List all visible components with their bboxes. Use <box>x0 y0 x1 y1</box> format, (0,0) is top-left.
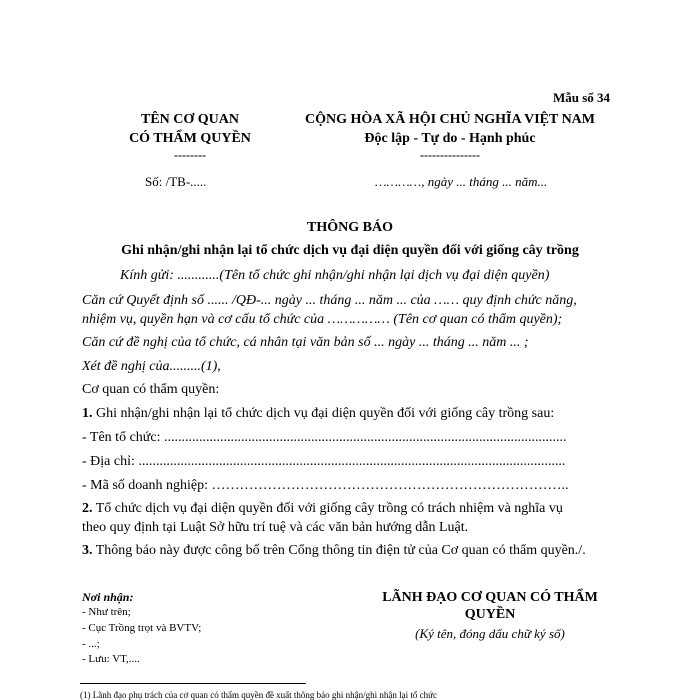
signature-title-line1: LÃNH ĐẠO CƠ QUAN CÓ THẨM <box>382 590 598 605</box>
authority-intro: Cơ quan có thẩm quyền: <box>82 382 220 397</box>
item-3 <box>82 543 586 559</box>
tax-code-line: - Mã số doanh nghiệp: ………………………………………………………………….. <box>82 478 569 493</box>
address-line: - Địa chỉ: .......................................................................................................................... <box>82 454 566 469</box>
footnote-separator <box>80 683 306 684</box>
item-1-text: Ghi nhận/ghi nhận lại tổ chức dịch vụ đại diện quyền đối với giống cây trồng sau: <box>92 406 555 421</box>
nation-title: CỘNG HÒA XÃ HỘI CHỦ NGHĨA VIỆT NAM <box>304 112 595 127</box>
nation-divider: --------------- <box>420 148 480 162</box>
recipients-item: - Lưu: VT,.... <box>82 653 140 665</box>
recipients-item: - ...; <box>82 638 100 650</box>
form-number: Mẫu số 34 <box>553 90 611 105</box>
recipients-item: - Như trên; <box>82 606 131 618</box>
nation-motto: Độc lập - Tự do - Hạnh phúc <box>364 131 536 146</box>
item-2-line-2: theo quy định tại Luật Sở hữu trí tuệ và các văn bản hướng dẫn Luật. <box>82 520 469 535</box>
signature-title-line2: QUYỀN <box>464 607 516 622</box>
signature-note: (Ký tên, đóng dấu chữ ký số) <box>415 626 565 641</box>
org-name-line: - Tên tổ chức: ................................................................................................................... <box>82 430 567 445</box>
agency-name-line2: CÓ THẨM QUYỀN <box>129 131 251 146</box>
basis-line-3: Căn cứ đề nghị của tổ chức, cá nhân tại văn bản số ... ngày ... tháng ... năm ... ; <box>82 335 529 350</box>
item-1-number: 1. <box>82 406 93 421</box>
agency-divider: -------- <box>174 148 206 162</box>
date-line: …………, ngày ... tháng ... năm... <box>375 174 548 189</box>
basis-line-1: Căn cứ Quyết định số ...... /QĐ-... ngày ... tháng ... năm ... của …… quy định chức năng, <box>82 293 577 308</box>
recipients-item: - Cục Trồng trọt và BVTV; <box>82 622 202 634</box>
item-2-text: Tổ chức dịch vụ đại diện quyền đối với giống cây trồng có trách nhiệm và nghĩa vụ <box>92 501 563 516</box>
document-number: Số: /TB-..... <box>145 174 207 189</box>
item-3-number: 3. <box>82 543 93 558</box>
document-subtitle: Ghi nhận/ghi nhận lại tổ chức dịch vụ đại diện quyền đối với giống cây trồng <box>121 243 579 258</box>
footnote: (1) Lãnh đạo phụ trách của cơ quan có thẩm quyền đề xuất thông báo ghi nhận/ghi nhận lại tổ chức <box>80 690 438 700</box>
document-title: THÔNG BÁO <box>307 220 393 235</box>
item-2-number: 2. <box>82 501 93 516</box>
item-3-text: Thông báo này được công bố trên Cổng thông tin điện tử của Cơ quan có thẩm quyền./. <box>92 543 586 558</box>
recipients-heading: Nơi nhận: <box>82 590 134 604</box>
basis-line-4: Xét đề nghị của.........(1), <box>82 359 221 374</box>
recipient-line: Kính gửi: ............(Tên tổ chức ghi nhận/ghi nhận lại dịch vụ đại diện quyền) <box>120 268 550 283</box>
basis-line-2: nhiệm vụ, quyền hạn và cơ cấu tổ chức của …………… (Tên cơ quan có thẩm quyền); <box>82 312 563 327</box>
item-1 <box>82 406 554 422</box>
agency-name-line1: TÊN CƠ QUAN <box>140 112 239 127</box>
item-2-line-1 <box>82 501 563 517</box>
